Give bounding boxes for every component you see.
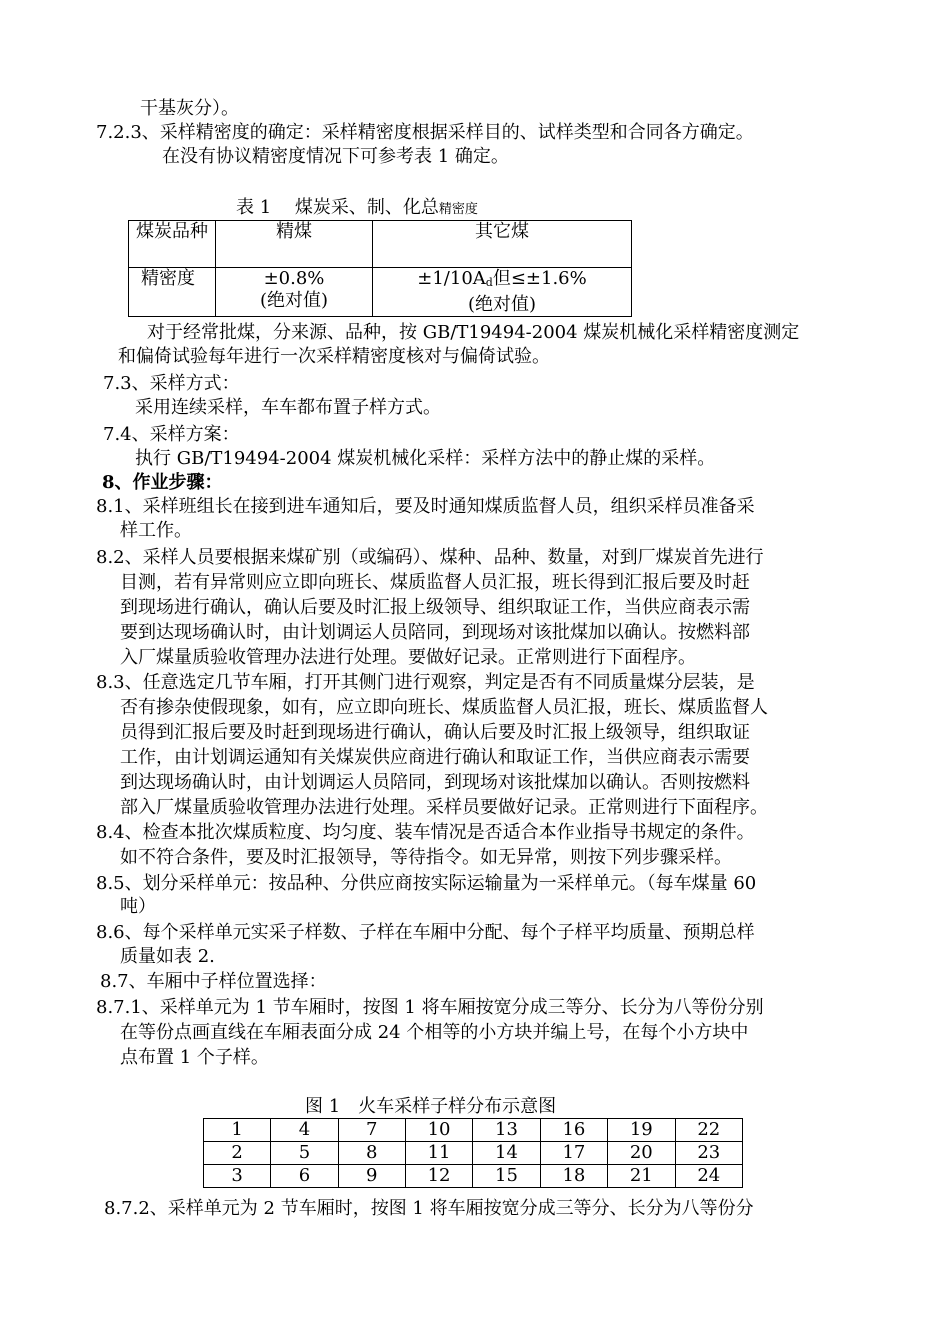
text-line: 8.3、任意选定几节车厢，打开其侧门进行观察，判定是否有不同质量煤分层装，是 xyxy=(96,672,755,693)
grid-cell: 19 xyxy=(608,1119,675,1142)
text-line: 入厂煤量质验收管理办法进行处理。要做好记录。正常则进行下面程序。 xyxy=(120,647,696,668)
grid-cell: 6 xyxy=(271,1165,338,1188)
grid-cell: 15 xyxy=(473,1165,540,1188)
text-line: 8.7.1、采样单元为 1 节车厢时，按图 1 将车厢按宽分成三等分、长分为八等份分别 xyxy=(96,997,764,1018)
grid-cell: 12 xyxy=(405,1165,472,1188)
text-line: 8.2、采样人员要根据来煤矿别（或编码）、煤种、品种、数量，对到厂煤炭首先进行 xyxy=(96,547,764,568)
figure1-caption: 图 1 火车采样子样分布示意图 xyxy=(305,1096,557,1117)
table1-header-cell: 煤炭品种 xyxy=(129,221,216,268)
grid-cell: 7 xyxy=(338,1119,405,1142)
grid-cell: 16 xyxy=(540,1119,607,1142)
text-line: 在没有协议精密度情况下可参考表 1 确定。 xyxy=(162,146,509,167)
text-line: 7.3、采样方式： xyxy=(103,373,240,394)
grid-cell: 13 xyxy=(473,1119,540,1142)
text-line: 8.7.2、采样单元为 2 节车厢时，按图 1 将车厢按宽分成三等分、长分为八等份分 xyxy=(104,1198,754,1219)
text-line: 7.2.3、采样精密度的确定：采样精密度根据采样目的、试样类型和合同各方确定。 xyxy=(96,122,754,143)
grid-cell: 3 xyxy=(204,1165,271,1188)
text-line: 干基灰分）。 xyxy=(140,98,239,119)
text-line: 8.1、采样班组长在接到进车通知后，要及时通知煤质监督人员，组织采样员准备采 xyxy=(96,496,755,517)
text-line: 到现场进行确认，确认后要及时汇报上级领导、组织取证工作，当供应商表示需 xyxy=(120,597,750,618)
text-line: 样工作。 xyxy=(120,520,192,541)
text-line: 要到达现场确认时，由计划调运人员陪同，到现场对该批煤加以确认。按燃料部 xyxy=(120,622,750,643)
table1-cell: 精密度 xyxy=(129,268,216,317)
table1-header-cell: 精煤 xyxy=(216,221,373,268)
grid-cell: 21 xyxy=(608,1165,675,1188)
text-line: 点布置 1 个子样。 xyxy=(120,1047,269,1068)
table1-caption: 表 1 煤炭采、制、化总精密度 xyxy=(236,197,478,218)
text-line: 目测，若有异常则应立即向班长、煤质监督人员汇报，班长得到汇报后要及时赶 xyxy=(120,572,750,593)
grid-cell: 10 xyxy=(405,1119,472,1142)
grid-cell: 22 xyxy=(675,1119,742,1142)
text-line: 8.6、每个采样单元实采子样数、子样在车厢中分配、每个子样平均质量、预期总样 xyxy=(96,922,755,943)
grid-cell: 23 xyxy=(675,1142,742,1165)
text-line: 到达现场确认时，由计划调运人员陪同，到现场对该批煤加以确认。否则按燃料 xyxy=(120,772,750,793)
text-line: 吨） xyxy=(120,896,156,917)
grid-cell: 2 xyxy=(204,1142,271,1165)
text-line: 和偏倚试验每年进行一次采样精密度核对与偏倚试验。 xyxy=(118,346,550,367)
table1-cell: $\pm 1/10A_d$但≤±1.6% (绝对值) xyxy=(373,268,632,317)
section-heading: 8、作业步骤： xyxy=(102,472,223,493)
text-line: 8.7、车厢中子样位置选择： xyxy=(100,971,327,992)
text-line: 对于经常批煤，分来源、品种，按 GB/T19494-2004 煤炭机械化采样精密度测定 xyxy=(147,322,800,343)
text-line: 在等份点画直线在车厢表面分成 24 个相等的小方块并编上号，在每个小方块中 xyxy=(120,1022,749,1043)
grid-cell: 20 xyxy=(608,1142,675,1165)
sample-distribution-grid xyxy=(203,1118,743,1188)
grid-cell: 24 xyxy=(675,1165,742,1188)
grid-cell: 14 xyxy=(473,1142,540,1165)
grid-cell: 18 xyxy=(540,1165,607,1188)
table1-header-cell: 其它煤 xyxy=(373,221,632,268)
text-line: 员得到汇报后要及时赶到现场进行确认，确认后要及时汇报上级领导，组织取证 xyxy=(120,722,750,743)
precision-table xyxy=(128,220,632,317)
text-line: 执行 GB/T19494-2004 煤炭机械化采样：采样方法中的静止煤的采样。 xyxy=(135,448,716,469)
text-line: 工作，由计划调运通知有关煤炭供应商进行确认和取证工作，当供应商表示需要 xyxy=(120,747,750,768)
grid-cell: 11 xyxy=(405,1142,472,1165)
table1-cell: ±0.8% (绝对值) xyxy=(216,268,373,317)
grid-cell: 17 xyxy=(540,1142,607,1165)
text-line: 7.4、采样方案： xyxy=(103,424,240,445)
text-line: 否有掺杂使假现象，如有，应立即向班长、煤质监督人员汇报，班长、煤质监督人 xyxy=(120,697,768,718)
text-line: 如不符合条件，要及时汇报领导，等待指令。如无异常，则按下列步骤采样。 xyxy=(120,847,732,868)
text-line: 采用连续采样，车车都布置子样方式。 xyxy=(135,397,441,418)
grid-cell: 5 xyxy=(271,1142,338,1165)
text-line: 8.4、检查本批次煤质粒度、均匀度、装车情况是否适合本作业指导书规定的条件。 xyxy=(96,822,755,843)
grid-cell: 9 xyxy=(338,1165,405,1188)
grid-cell: 1 xyxy=(204,1119,271,1142)
text-line: 部入厂煤量质验收管理办法进行处理。采样员要做好记录。正常则进行下面程序。 xyxy=(120,797,768,818)
grid-cell: 8 xyxy=(338,1142,405,1165)
text-line: 质量如表 2. xyxy=(120,946,215,967)
text-line: 8.5、划分采样单元：按品种、分供应商按实际运输量为一采样单元。（每车煤量 60 xyxy=(96,873,757,894)
grid-cell: 4 xyxy=(271,1119,338,1142)
